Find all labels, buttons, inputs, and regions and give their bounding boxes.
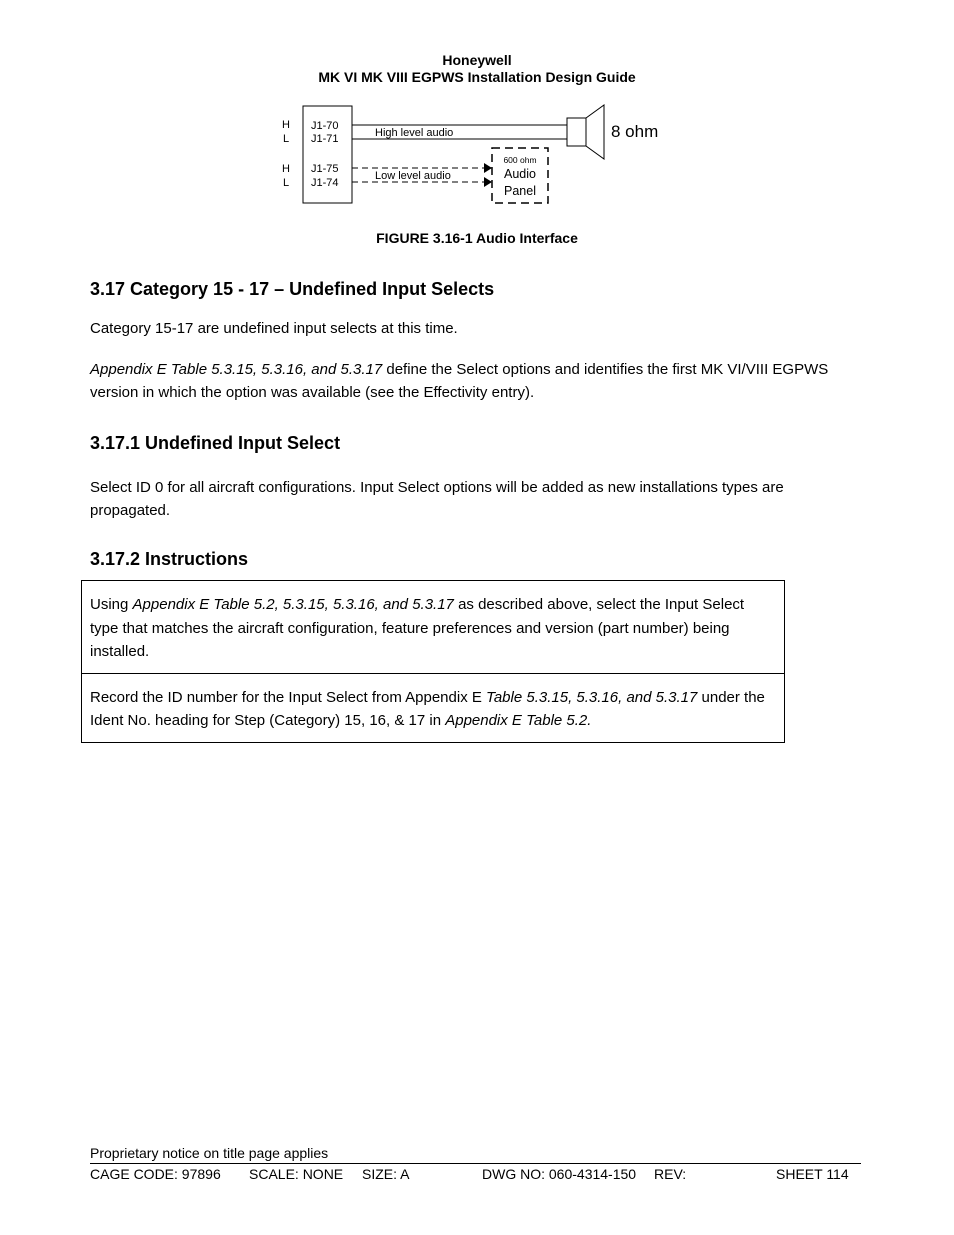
dwg-no: DWG NO: 060-4314-150 — [482, 1166, 637, 1182]
connector-pin-j1-70: J1-70 — [311, 120, 339, 132]
arrow-head-top-icon — [484, 163, 492, 173]
connector-pin-j1-71: J1-71 — [311, 133, 339, 145]
pin-h-2: H — [282, 163, 290, 175]
speaker-impedance-label: 8 ohm — [611, 122, 659, 141]
instructions-row-1 — [82, 581, 784, 673]
arrow-head-bottom-icon — [484, 177, 492, 187]
sheet-number: SHEET 114 — [776, 1166, 849, 1182]
audio-panel-label-line1: Audio — [504, 167, 536, 181]
pin-h-1: H — [282, 119, 290, 131]
speaker-magnet — [567, 118, 586, 146]
row2-text-a: Record the ID number for the Input Select from Appendix E — [90, 688, 487, 706]
section-317-heading: 3.17 Category 15 - 17 – Undefined Input Selects — [90, 279, 495, 299]
section-317-para2-text: define the Select options and identifies the first MK VI/VIII EGPWS version in which the option was available (see the Effectivity entry). — [90, 361, 829, 401]
row1-text-a: Using — [90, 596, 133, 613]
section-317-para2 — [90, 358, 862, 404]
audio-interface-diagram — [0, 0, 954, 230]
row2-ref-1: Table 5.3.15, 5.3.16, and 5.3.17 — [486, 688, 698, 706]
header-company: Honeywell — [442, 52, 512, 68]
section-3171-para: Select ID 0 for all aircraft configurations. Input Select options will be added as new installations types are propagated. — [90, 479, 784, 519]
pin-l-1: L — [282, 133, 290, 145]
section-3171-heading: 3.17.1 Undefined Input Select — [90, 433, 341, 453]
row2-ref-2: Appendix E Table 5.2. — [445, 712, 592, 729]
pin-l-2: L — [282, 177, 290, 189]
audio-panel-impedance: 600 ohm — [503, 155, 537, 165]
cage-code: CAGE CODE: 97896 — [90, 1166, 221, 1182]
rev: REV: — [654, 1166, 687, 1182]
instructions-row-2 — [82, 673, 784, 742]
connector-pin-j1-74: J1-74 — [311, 177, 339, 189]
row2-text-b: under the Ident No. heading for Step (Category) 15, 16, & 17 in — [90, 688, 765, 729]
section-3172-heading: 3.17.2 Instructions — [90, 549, 249, 569]
audio-panel-label-line2: Panel — [504, 184, 536, 198]
low-level-audio-label: Low level audio — [375, 170, 451, 182]
figure-caption: FIGURE 3.16-1 Audio Interface — [376, 230, 578, 246]
footer-divider — [90, 1163, 861, 1164]
speaker-icon — [586, 105, 604, 159]
instructions-table — [81, 580, 785, 743]
header-doc-title: MK VI MK VIII EGPWS Installation Design Guide — [318, 69, 636, 85]
high-level-audio-label: High level audio — [375, 127, 454, 139]
section-317-para1: Category 15-17 are undefined input selects at this time. — [90, 320, 458, 337]
proprietary-notice: Proprietary notice on title page applies — [90, 1145, 329, 1161]
connector-pin-j1-75: J1-75 — [311, 163, 339, 175]
row1-ref: Appendix E Table 5.2, 5.3.15, 5.3.16, and 5.3.17 — [132, 596, 454, 613]
scale: SCALE: NONE — [249, 1166, 344, 1182]
row1-text-b: as described above, select the Input Select type that matches the aircraft configuration, feature preferences and version (part number) being installed. — [90, 596, 745, 660]
section-317-para2-ref: Appendix E Table 5.3.15, 5.3.16, and 5.3.17 — [90, 361, 383, 378]
size: SIZE: A — [362, 1166, 410, 1182]
